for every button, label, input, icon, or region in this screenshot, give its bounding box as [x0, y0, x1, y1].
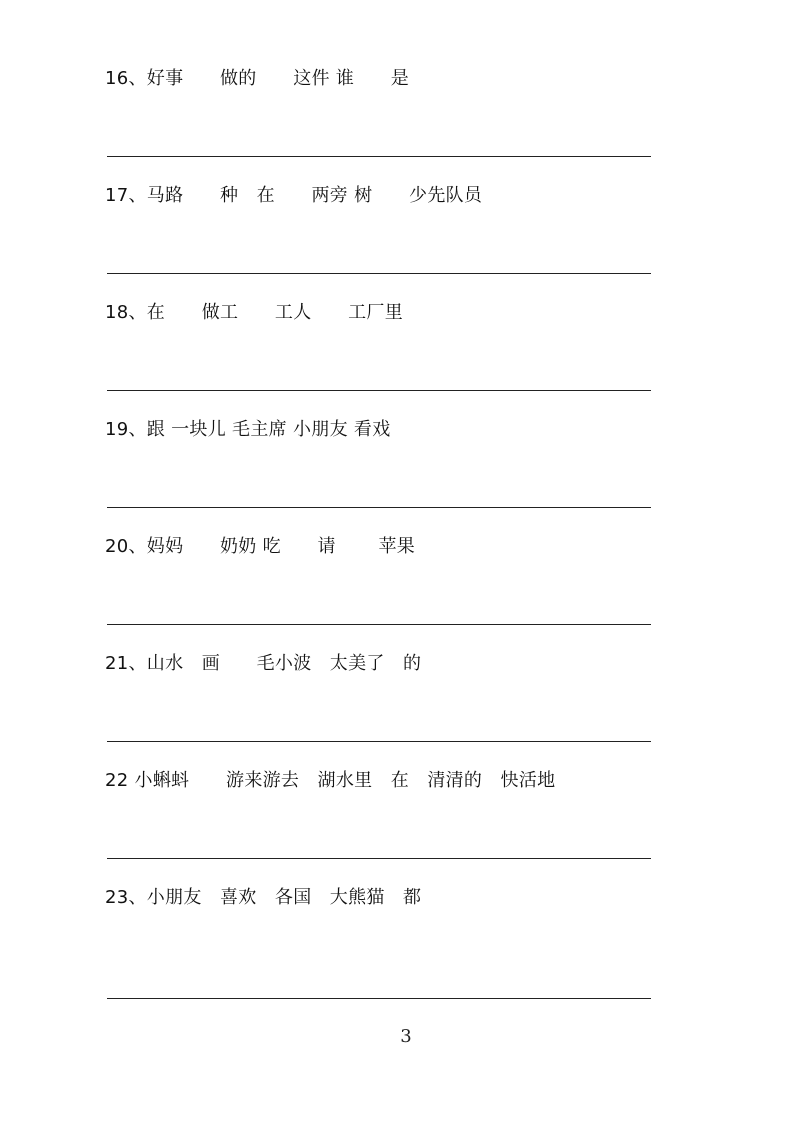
exercise-16-text: 16、好事 做的 这件 谁 是 [105, 68, 410, 89]
answer-line-16 [107, 156, 651, 157]
exercise-17-text: 17、马路 种 在 两旁 树 少先队员 [105, 185, 483, 206]
exercise-22-text: 22 小蝌蚪 游来游去 湖水里 在 清清的 快活地 [105, 770, 556, 791]
answer-line-18 [107, 390, 651, 391]
answer-line-17 [107, 273, 651, 274]
answer-line-23 [107, 998, 651, 999]
exercise-21 [105, 653, 665, 683]
exercise-17 [105, 185, 665, 215]
exercise-22 [105, 770, 665, 800]
exercise-23-text: 23、小朋友 喜欢 各国 大熊猫 都 [105, 887, 422, 908]
exercise-20 [105, 536, 665, 566]
exercise-21-text: 21、山水 画 毛小波 太美了 的 [105, 653, 422, 674]
exercise-19 [105, 419, 665, 449]
answer-line-20 [107, 624, 651, 625]
page-number: 3 [400, 1026, 412, 1047]
exercise-18-text: 18、在 做工 工人 工厂里 [105, 302, 404, 323]
exercise-19-text: 19、跟 一块儿 毛主席 小朋友 看戏 [105, 419, 391, 440]
answer-line-21 [107, 741, 651, 742]
exercise-20-text: 20、妈妈 奶奶 吃 请 苹果 [105, 536, 416, 557]
exercise-18 [105, 302, 665, 332]
answer-line-22 [107, 858, 651, 859]
exercise-16 [105, 68, 665, 98]
exercise-23 [105, 887, 665, 917]
answer-line-19 [107, 507, 651, 508]
